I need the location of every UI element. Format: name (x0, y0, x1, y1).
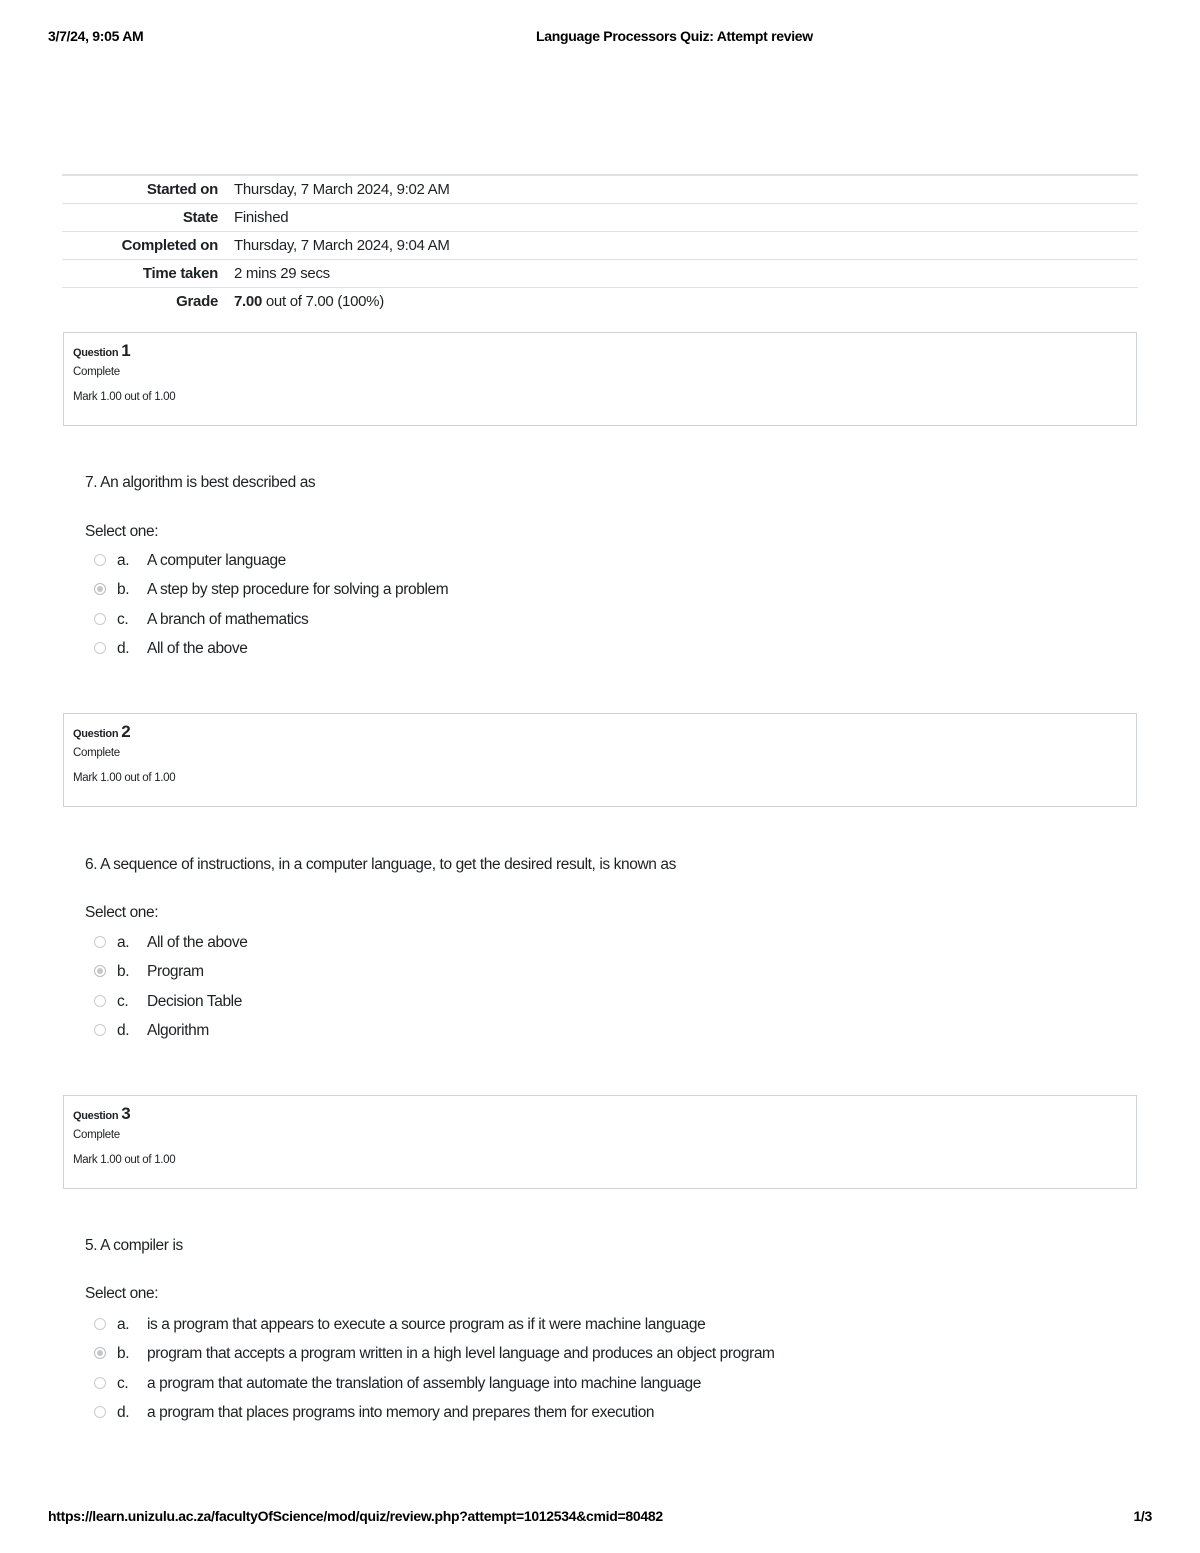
option-letter: a. (117, 1316, 130, 1333)
select-one-prompt: Select one: (85, 523, 159, 540)
option-letter: d. (117, 639, 130, 657)
question-state: Complete (73, 747, 120, 759)
completed-value: Thursday, 7 March 2024, 9:04 AM (234, 237, 450, 254)
grade-score: 7.00 (234, 293, 262, 310)
question-number (73, 722, 1136, 744)
question-info-box (63, 332, 1137, 426)
question-number (73, 341, 1136, 363)
question-text: 5. A compiler is (85, 1237, 183, 1254)
option-text: program that accepts a program written in a high level language and produces an object program (147, 1345, 775, 1363)
option-letter: a. (117, 552, 130, 569)
question-number-value: 3 (121, 1104, 131, 1123)
question-mark: Mark 1.00 out of 1.00 (73, 391, 176, 403)
option-text: is a program that appears to execute a source program as if it were machine language (147, 1316, 706, 1333)
radio-button[interactable] (94, 554, 106, 566)
question-number-value: 2 (121, 722, 131, 741)
option-text: a program that automate the translation of assembly language into machine language (147, 1374, 701, 1392)
option-letter: c. (117, 1374, 129, 1392)
option-text: Decision Table (147, 992, 242, 1010)
radio-button[interactable] (94, 1377, 106, 1389)
question-text: 6. A sequence of instructions, in a computer language, to get the desired result, is known as (85, 856, 676, 873)
question-info-box (63, 713, 1137, 807)
option-letter: b. (117, 1345, 130, 1363)
radio-button-selected[interactable] (94, 965, 106, 977)
option-text: All of the above (147, 639, 248, 657)
summary-row-state (62, 204, 1138, 232)
question-state: Complete (73, 1129, 120, 1141)
question-state: Complete (73, 366, 120, 378)
radio-button[interactable] (94, 613, 106, 625)
time-taken-value: 2 mins 29 secs (234, 265, 330, 282)
grade-value (234, 288, 1138, 316)
radio-button[interactable] (94, 995, 106, 1007)
question-text: 7. An algorithm is best described as (85, 474, 316, 491)
print-datetime: 3/7/24, 9:05 AM (48, 28, 144, 44)
summary-row-completed (62, 232, 1138, 260)
completed-label: Completed on (121, 237, 218, 254)
select-one-prompt: Select one: (85, 904, 159, 921)
summary-row-time-taken (62, 260, 1138, 288)
question-number (73, 1104, 1136, 1126)
radio-button[interactable] (94, 642, 106, 654)
state-label: State (182, 209, 218, 226)
radio-button-selected[interactable] (94, 1347, 106, 1359)
print-footer (48, 1508, 1152, 1528)
time-taken-label: Time taken (142, 265, 218, 282)
question-mark: Mark 1.00 out of 1.00 (73, 1154, 176, 1166)
option-text: All of the above (147, 934, 248, 951)
grade-label: Grade (176, 293, 218, 310)
select-one-prompt: Select one: (85, 1285, 159, 1302)
option-text: Program (147, 963, 204, 981)
question-label: Question (73, 1110, 119, 1122)
question-label: Question (73, 728, 119, 740)
option-letter: d. (117, 1403, 130, 1421)
radio-button[interactable] (94, 936, 106, 948)
radio-button[interactable] (94, 1406, 106, 1418)
summary-row-started (62, 175, 1138, 204)
option-text: A branch of mathematics (147, 610, 309, 628)
print-url: https://learn.unizulu.ac.za/facultyOfScience/mod/quiz/review.php?attempt=1012534&cmid=80482 (48, 1508, 663, 1524)
question-number-value: 1 (121, 341, 131, 360)
started-label: Started on (146, 181, 218, 198)
option-letter: d. (117, 1021, 130, 1039)
print-page-title: Language Processors Quiz: Attempt review (536, 28, 813, 44)
question-info-box (63, 1095, 1137, 1189)
option-letter: c. (117, 610, 129, 628)
question-label: Question (73, 347, 119, 359)
print-header (48, 28, 1152, 48)
option-letter: b. (117, 581, 130, 599)
state-value: Finished (234, 209, 289, 226)
grade-out-of: out of 7.00 (100%) (265, 293, 384, 310)
option-text: Algorithm (147, 1021, 209, 1039)
page-number: 1/3 (1133, 1508, 1152, 1524)
started-value: Thursday, 7 March 2024, 9:02 AM (234, 181, 450, 198)
option-letter: b. (117, 963, 130, 981)
option-text: A computer language (147, 552, 286, 569)
option-letter: a. (117, 934, 130, 951)
option-text: A step by step procedure for solving a problem (147, 581, 449, 599)
radio-button[interactable] (94, 1024, 106, 1036)
radio-button[interactable] (94, 1318, 106, 1330)
option-text: a program that places programs into memory and prepares them for execution (147, 1403, 655, 1421)
radio-button-selected[interactable] (94, 583, 106, 595)
summary-row-grade (62, 288, 1138, 316)
question-mark: Mark 1.00 out of 1.00 (73, 772, 176, 784)
option-letter: c. (117, 992, 129, 1010)
attempt-summary-table (62, 174, 1138, 315)
